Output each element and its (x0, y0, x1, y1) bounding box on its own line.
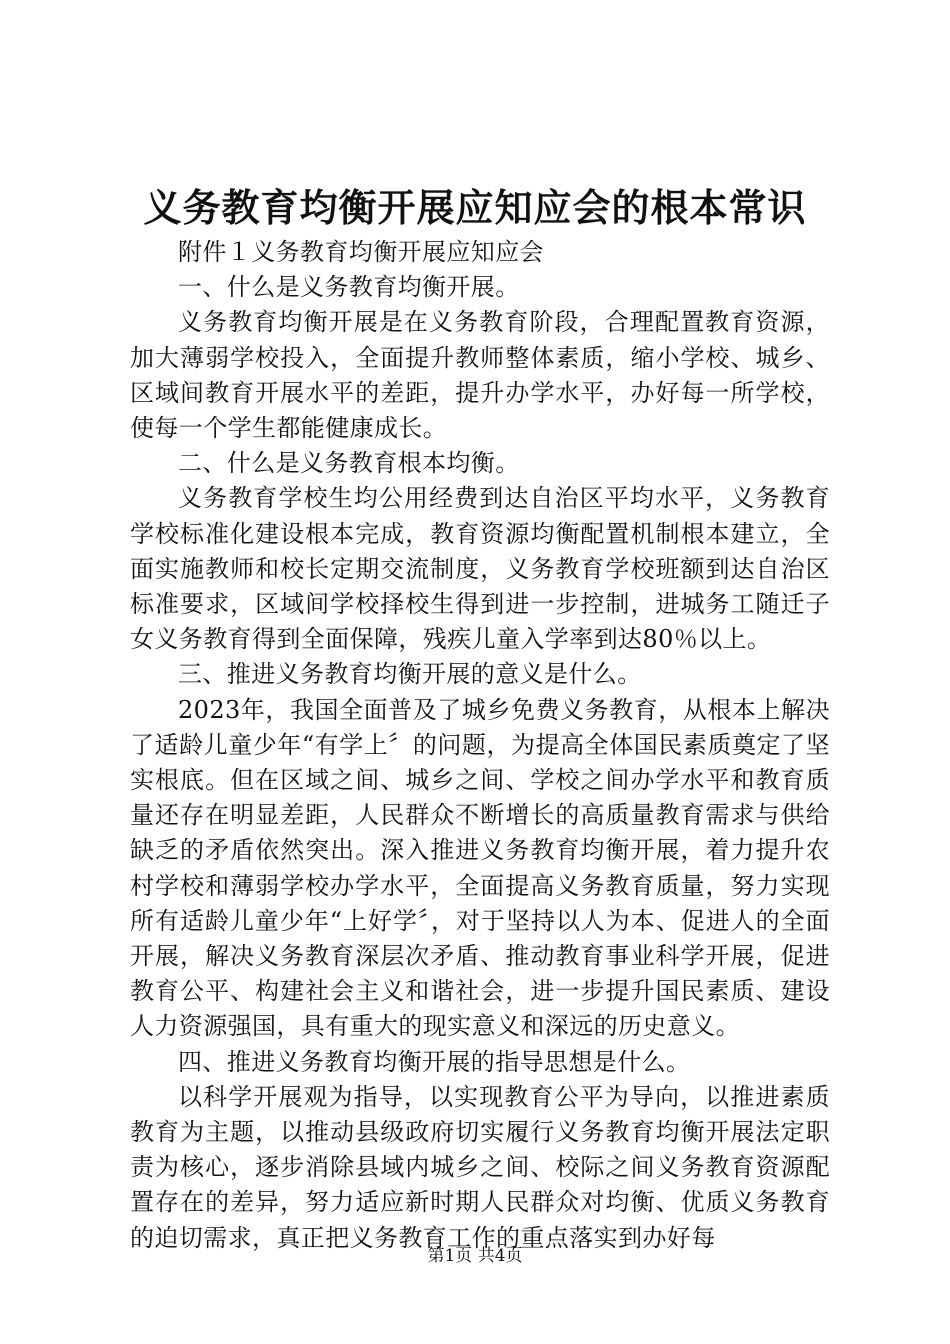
section-heading: 二、什么是义务教育根本均衡。 (178, 449, 520, 478)
paragraph: 附件１义务教育均衡开展应知应会 (178, 238, 544, 266)
section-heading: 三、推进义务教育均衡开展的意义是什么。 (178, 660, 642, 689)
paragraph: 2023年，我国全面普及了城乡免费义务教育，从根本上解决了适龄儿童少年“有学上〞的问题，为提高全体国民素质奠定了坚实根底。但在区域之间、城乡之间、学校之间办学水平和教育质量还存在明显差距，人民群众不断增长的高质量教育需求与供给缺乏的矛盾依然突出。深入推进义务教育均衡开展，着力提升农村学校和薄弱学校办学水平，全面提高义务教育质量，努力实现所有适龄儿童少年“上好学〞，对于坚持以人为本、促进人的全面开展，解决义务教育深层次矛盾、推动教育事业科学开展，促进教育公平、构建社会主义和谐社会，进一步提升国民素质、建设人力资源强国，具有重大的现实意义和深远的历史意义。 (130, 695, 830, 1041)
paragraph: 义务教育学校生均公用经费到达自治区平均水平，义务教育学校标准化建设根本完成，教育资源均衡配置机制根本建立，全面实施教师和校长定期交流制度，义务教育学校班额到达自治区标准要求，区域间学校择校生得到进一步控制，进城务工随迁子女义务教育得到全面保障，残疾儿童入学率到达80％以上。 (130, 484, 830, 654)
section-heading: 一、什么是义务教育均衡开展。 (178, 273, 520, 302)
paragraph: 义务教育均衡开展是在义务教育阶段，合理配置教育资源，加大薄弱学校投入，全面提升教师整体素质，缩小学校、城乡、区域间教育开展水平的差距，提升办学水平，办好每一所学校，使每一个学生都能健康成长。 (130, 308, 830, 443)
paragraph: 以科学开展观为指导，以实现教育公平为导向，以推进素质教育为主题，以推动县级政府切实履行义务教育均衡开展法定职责为核心，逐步消除县域内城乡之间、校际之间义务教育资源配置存在的差异，努力适应新时期人民群众对均衡、优质义务教育的迫切需求，真正把义务教育工作的重点落实到办好每 (130, 1082, 830, 1252)
document-title: 义务教育均衡开展应知应会的根本常识 (143, 185, 807, 230)
page-number: 第1页 共4页 (427, 1246, 523, 1266)
document-body (130, 235, 830, 1256)
section-heading: 四、推进义务教育均衡开展的指导思想是什么。 (178, 1047, 691, 1076)
